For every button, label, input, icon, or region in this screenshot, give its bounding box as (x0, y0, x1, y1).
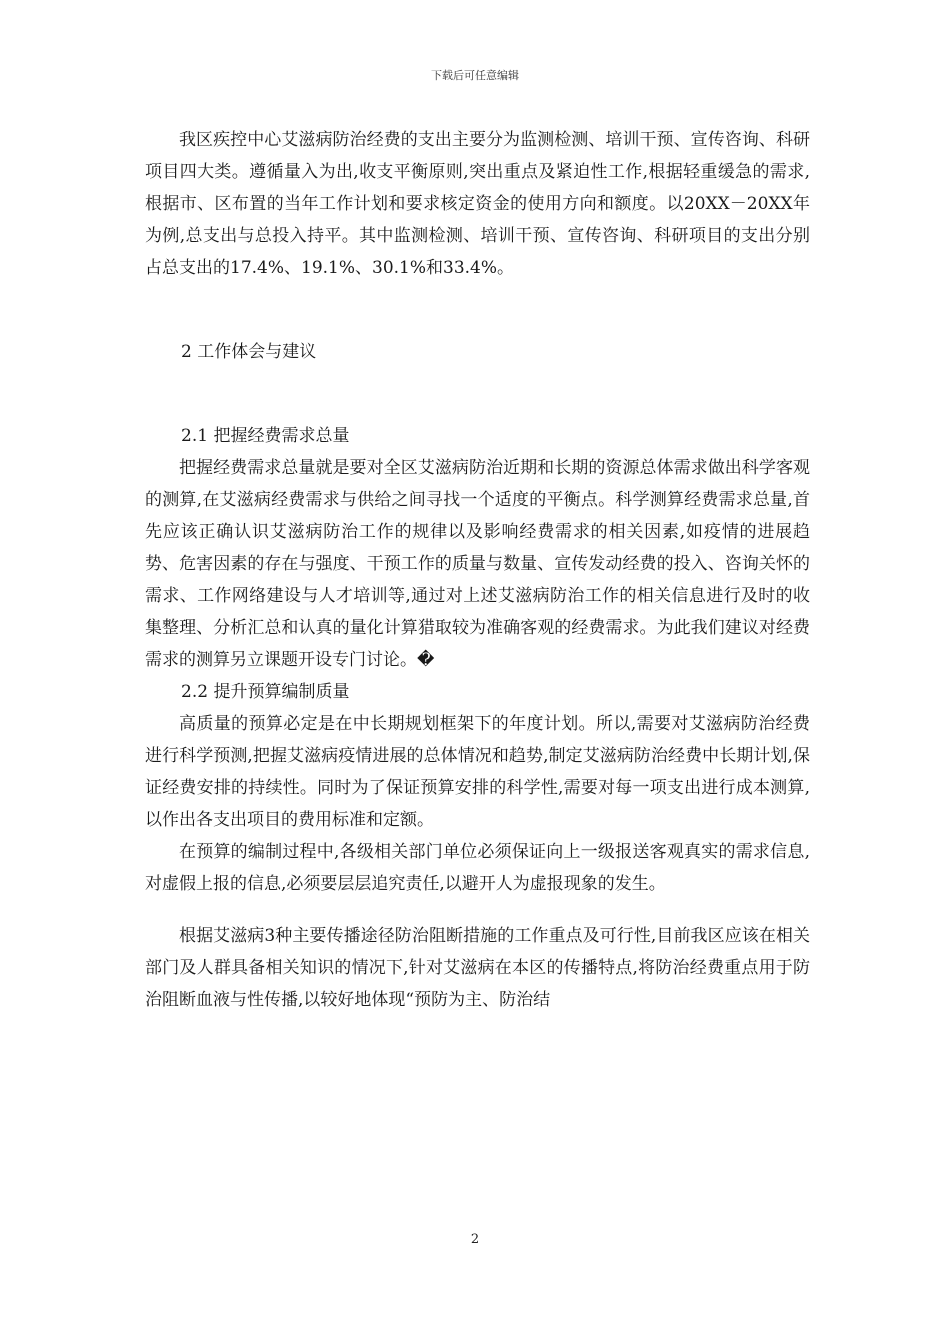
section-heading-2: 2 工作体会与建议 (181, 342, 317, 362)
subsection-heading-2-2: 2.2 提升预算编制质量 (181, 682, 350, 702)
document-body (145, 124, 810, 1016)
subsection-heading-2-1: 2.1 把握经费需求总量 (181, 426, 350, 446)
paragraph-expenditure-overview: 我区疾控中心艾滋病防治经费的支出主要分为监测检测、培训干预、宣传咨询、科研项目四大类。遵循量入为出,收支平衡原则,突出重点及紧迫性工作,根据轻重缓急的需求,根据市、区布置的当年工作计划和要求核定资金的使用方向和额度。以20XX－20XX年为例,总支出与总投入持平。其中监测检测、培训干预、宣传咨询、科研项目的支出分别占总支出的17.4%、19.1%、30.1%和33.4%。 (145, 130, 810, 278)
page-header: 下载后可任意编辑 (431, 69, 519, 82)
page-number: 2 (470, 1232, 480, 1247)
paragraph-demand-total: 把握经费需求总量就是要对全区艾滋病防治近期和长期的资源总体需求做出科学客观的测算,在艾滋病经费需求与供给之间寻找一个适度的平衡点。科学测算经费需求总量,首先应该正确认识艾滋病防治工作的规律以及影响经费需求的相关因素,如疫情的进展趋势、危害因素的存在与强度、干预工作的质量与数量、宣传发动经费的投入、咨询关怀的需求、工作网络建设与人才培训等,通过对上述艾滋病防治工作的相关信息进行及时的收集整理、分析汇总和认真的量化计算猎取较为准确客观的经费需求。为此我们建议对经费需求的测算另立课题开设专门讨论。� (145, 458, 810, 670)
paragraph-budget-quality: 高质量的预算必定是在中长期规划框架下的年度计划。所以,需要对艾滋病防治经费进行科学预测,把握艾滋病疫情进展的总体情况和趋势,制定艾滋病防治经费中长期计划,保证经费安排的持续性。同时为了保证预算安排的科学性,需要对每一项支出进行成本测算,以作出各支出项目的费用标准和定额。 (145, 714, 810, 830)
paragraph-budget-process: 在预算的编制过程中,各级相关部门单位必须保证向上一级报送客观真实的需求信息,对虚假上报的信息,必须要层层追究责任,以避开人为虚报现象的发生。 (145, 842, 810, 894)
paragraph-transmission-focus: 根据艾滋病3种主要传播途径防治阻断措施的工作重点及可行性,目前我区应该在相关部门及人群具备相关知识的情况下,针对艾滋病在本区的传播特点,将防治经费重点用于防治阻断血液与性传播,以较好地体现“预防为主、防治结 (145, 926, 810, 1010)
